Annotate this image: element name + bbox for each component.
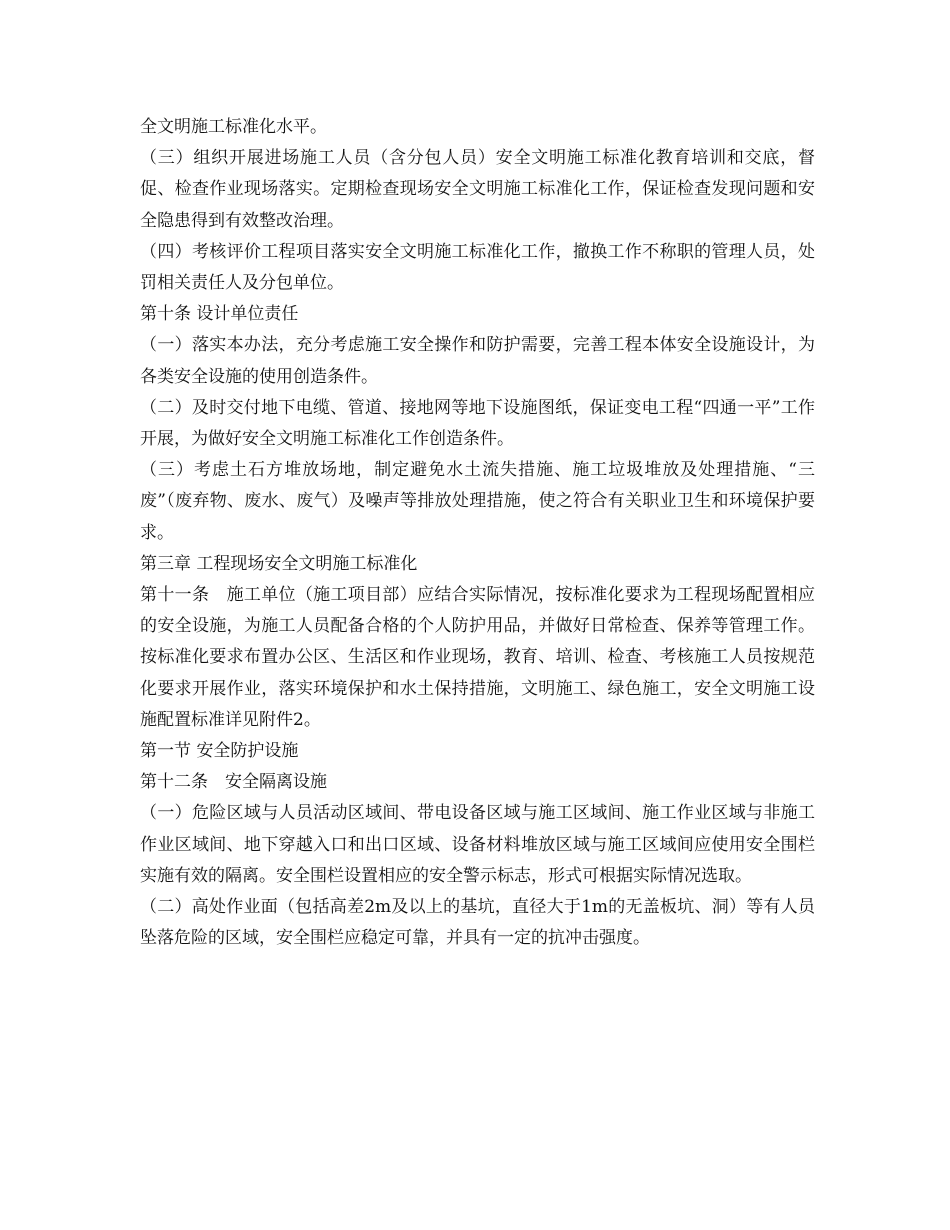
paragraph-item-1-design: （一）落实本办法，充分考虑施工安全操作和防护需要，完善工程本体安全设施设计，为各类安全设施的使用创造条件。 bbox=[140, 335, 815, 387]
paragraph-item-3-construction: （三）组织开展进场施工人员（含分包人员）安全文明施工标准化教育培训和交底，督促、检查作业现场落实。定期检查现场安全文明施工标准化工作，保证检查发现问题和安全隐患得到有效整改治理。 bbox=[140, 148, 815, 231]
article-12-heading: 第十二条 安全隔离设施 bbox=[140, 772, 327, 793]
chapter-3-heading: 第三章 工程现场安全文明施工标准化 bbox=[140, 553, 418, 574]
document-body bbox=[140, 112, 815, 954]
paragraph-item-2-isolation: （二）高处作业面（包括高差2m及以上的基坑，直径大于1m的无盖板坑、洞）等有人员坠落危险的区域，安全围栏应稳定可靠，并具有一定的抗冲击强度。 bbox=[140, 897, 815, 949]
section-1-heading: 第一节 安全防护设施 bbox=[140, 741, 299, 762]
article-10-heading: 第十条 设计单位责任 bbox=[140, 304, 299, 325]
article-11-paragraph: 第十一条 施工单位（施工项目部）应结合实际情况，按标准化要求为工程现场配置相应的安全设施，为施工人员配备合格的个人防护用品，并做好日常检查、保养等管理工作。按标准化要求布置办公区、生活区和作业现场，教育、培训、检查、考核施工人员按规范化要求开展作业，落实环境保护和水土保持措施，文明施工、绿色施工，安全文明施工设施配置标准详见附件2。 bbox=[140, 585, 815, 730]
paragraph-item-4-construction: （四）考核评价工程项目落实安全文明施工标准化工作，撤换工作不称职的管理人员，处罚相关责任人及分包单位。 bbox=[140, 241, 815, 294]
paragraph-item-3-design: （三）考虑土石方堆放场地，制定避免水土流失措施、施工垃圾堆放及处理措施、“三废”（废弃物、废水、废气）及噪声等排放处理措施，使之符合有关职业卫生和环境保护要求。 bbox=[140, 460, 815, 543]
paragraph-item-1-isolation: （一）危险区域与人员活动区域间、带电设备区域与施工区域间、施工作业区域与非施工作业区域间、地下穿越入口和出口区域、设备材料堆放区域与施工区域间应使用安全围栏实施有效的隔离。安全围栏设置相应的安全警示标志，形式可根据实际情况选取。 bbox=[140, 803, 815, 886]
paragraph-item-2-design: （二）及时交付地下电缆、管道、接地网等地下设施图纸，保证变电工程“四通一平”工作开展，为做好安全文明施工标准化工作创造条件。 bbox=[140, 397, 815, 450]
paragraph-continuation: 全文明施工标准化水平。 bbox=[140, 117, 327, 137]
